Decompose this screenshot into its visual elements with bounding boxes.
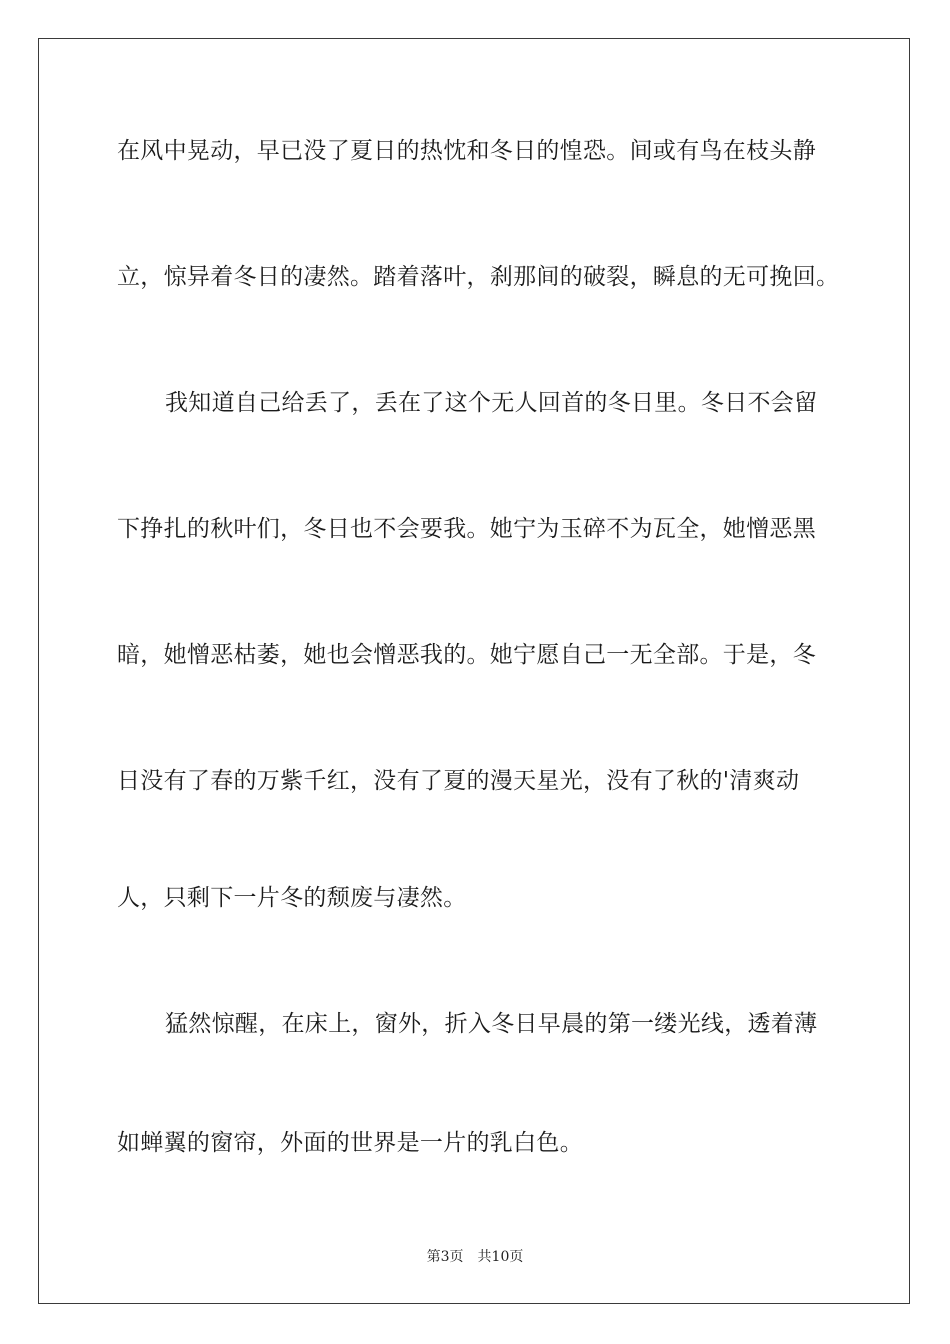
text-line-3: 我知道自己给丢了，丢在了这个无人回首的冬日里。冬日不会留 <box>165 390 818 416</box>
text-line-8: 猛然惊醒，在床上，窗外，折入冬日早晨的第一缕光线，透着薄 <box>165 1011 818 1037</box>
page-footer <box>0 1247 950 1267</box>
text-line-1: 在风中晃动，早已没了夏日的热忱和冬日的惶恐。间或有鸟在枝头静 <box>117 138 816 164</box>
text-line-4: 下挣扎的秋叶们，冬日也不会要我。她宁为玉碎不为瓦全，她憎恶黑 <box>117 516 816 542</box>
text-line-5: 暗，她憎恶枯萎，她也会憎恶我的。她宁愿自己一无全部。于是，冬 <box>117 642 816 668</box>
text-line-6: 日没有了春的万紫千红，没有了夏的漫天星光，没有了秋的'清爽动 <box>117 768 800 794</box>
text-line-2: 立，惊异着冬日的凄然。踏着落叶，刹那间的破裂，瞬息的无可挽回。 <box>117 264 840 290</box>
page-number: 第3页 <box>426 1249 464 1265</box>
page-border <box>38 38 910 1304</box>
text-line-7: 人，只剩下一片冬的颓废与凄然。 <box>117 885 467 911</box>
text-line-9: 如蝉翼的窗帘，外面的世界是一片的乳白色。 <box>117 1130 583 1156</box>
page-total: 共10页 <box>477 1249 524 1265</box>
